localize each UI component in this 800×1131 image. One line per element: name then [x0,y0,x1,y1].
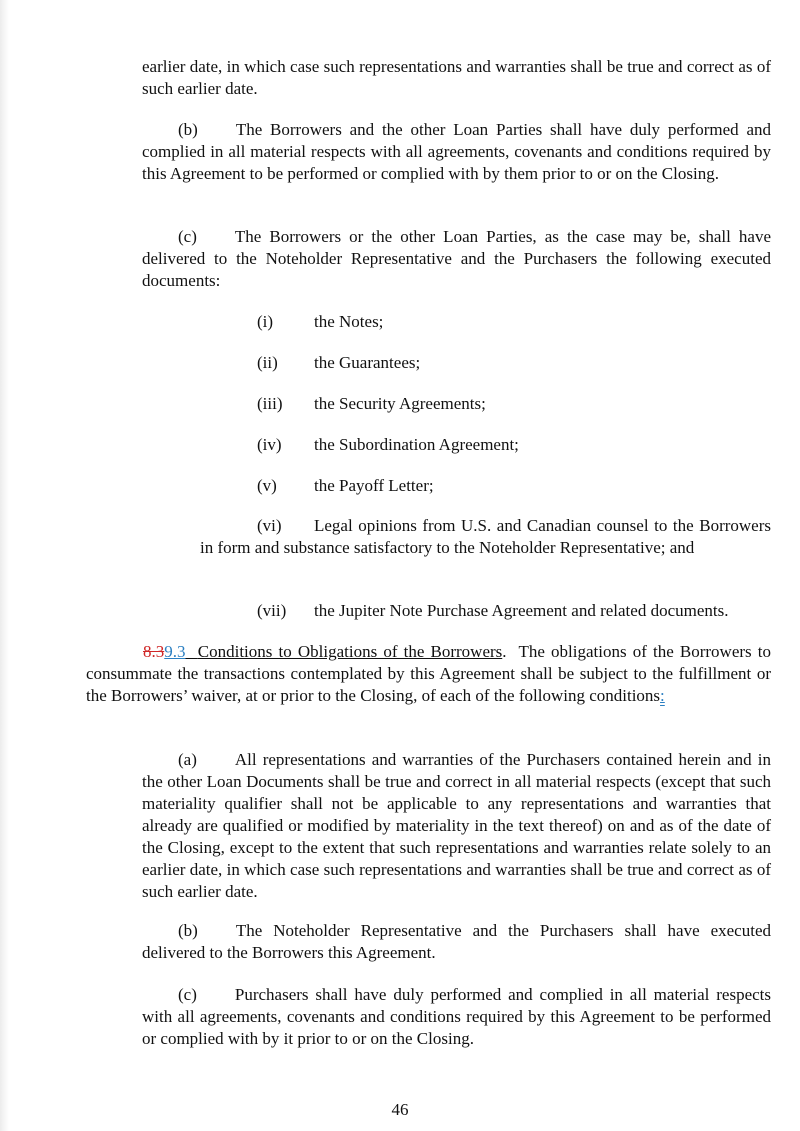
paragraph-c-label: (c) [178,227,197,246]
paragraph-continuation: earlier date, in which case such representations and warranties shall be true and correct as of such earlier date. [142,57,771,98]
list-item: (vii) the Jupiter Note Purchase Agreement and related documents. [257,601,729,620]
inserted-section-number: 9.3 [164,642,186,661]
condition-b [142,920,771,964]
paragraph-b-label: (b) [178,120,198,139]
list-item: (iv) the Subordination Agreement; [257,435,519,454]
condition-a-text: All representations and warranties of the Purchasers contained herein and in the other Loan Documents shall be true and correct in all material respects (except that such materiality qualifier shall not be applicable to any representations and warranties that already are qualified or modified by materiality in the text thereof) on and as of the date of the Closing, except to the extent that such representations and warranties relate solely to an earlier date, in which case such representations and warranties shall be true and correct as of such earlier date. [142,750,771,901]
deleted-section-number: 8.3 [143,642,165,661]
list-item: (vi) Legal opinions from U.S. and Canadian counsel to the Borrowers in form and substance satisfactory to the Noteholder Representative; and [200,516,771,557]
list-item: (iii) the Security Agreements; [257,394,486,413]
condition-b-text: The Noteholder Representative and the Purchasers shall have executed delivered to the Borrowers this Agreement. [142,921,771,962]
condition-c-text: Purchasers shall have duly performed and complied in all material respects with all agreements, covenants and conditions required by this Agreement to be performed or complied with by it prior to or on the Closing. [142,985,771,1048]
paragraph-b-text: The Borrowers and the other Loan Parties shall have duly performed and complied in all material respects with all agreements, covenants and conditions required by this Agreement to be performed or complied with by them prior to or on the Closing. [142,120,771,183]
paragraph-c [142,226,771,292]
condition-b-label: (b) [178,921,198,940]
condition-c-label: (c) [178,985,197,1004]
list-item: (i) the Notes; [257,312,384,331]
list-item: (v) the Payoff Letter; [257,476,434,495]
list-item: (ii) the Guarantees; [257,353,421,372]
section-body: The obligations of the Borrowers to consummate the transactions contemplated by this Agreement shall be subject to the fulfillment or the Borrowers’ waiver, at or prior to the Closing, of each of the following conditions [86,642,771,705]
condition-a-label: (a) [178,750,197,769]
section-title: Conditions to Obligations of the Borrowers [197,642,503,661]
paragraph-b [142,119,771,185]
page-number: 46 [391,1100,409,1119]
condition-a [142,749,771,903]
paragraph-c-text: The Borrowers or the other Loan Parties, as the case may be, shall have delivered to the Noteholder Representative and the Purchasers the following executed documents: [142,227,771,290]
section-9-3: 8.39.3 Conditions to Obligations of the Borrowers. The obligations of the Borrowers to consummate the transactions contemplated by this Agreement shall be subject to the fulfillment or the Borrowers’ waiver, at or prior to the Closing, of each of the following conditions: [86,642,771,705]
inserted-colon: : [660,686,665,705]
condition-c [142,984,771,1050]
